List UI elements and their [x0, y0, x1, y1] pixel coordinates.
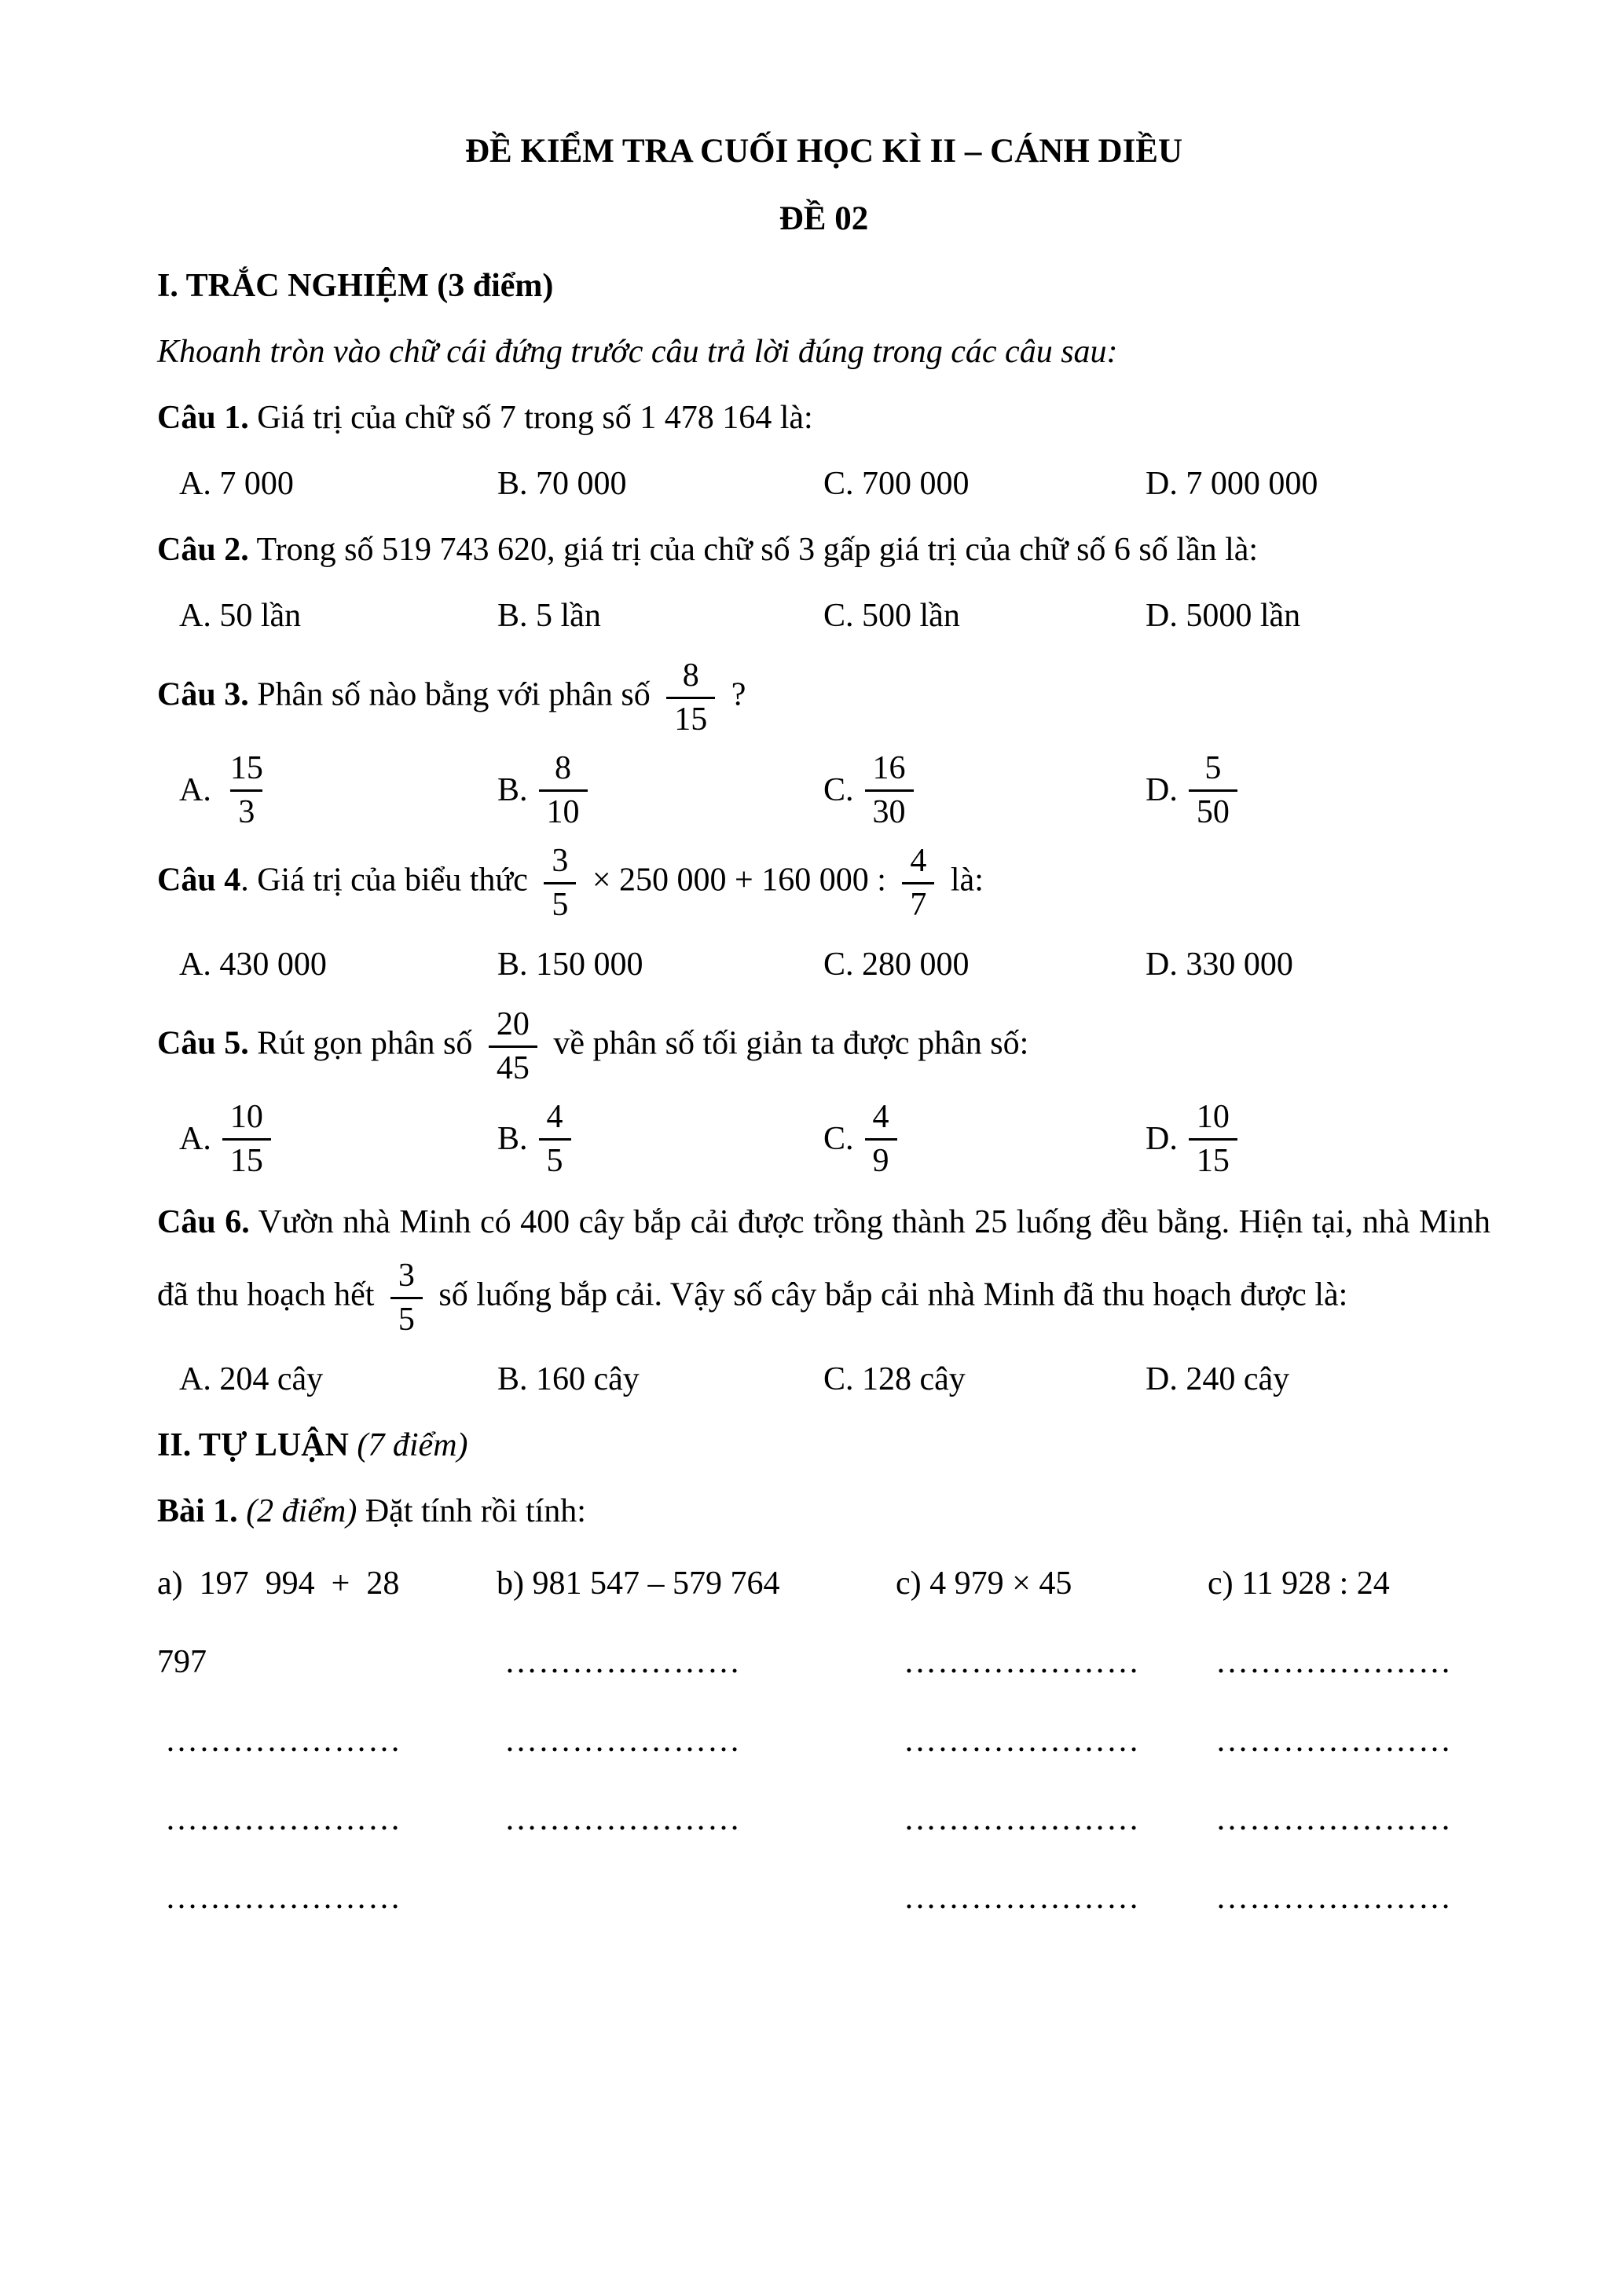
question-3-options — [157, 748, 1490, 833]
fraction — [539, 748, 588, 833]
option-letter: A. — [179, 1121, 211, 1157]
fraction — [544, 840, 576, 925]
option-1a: A. 7 000 — [179, 466, 294, 502]
fraction-numerator: 10 — [229, 1099, 263, 1135]
answer-dots: ………………… — [1215, 1723, 1452, 1759]
question-5-text-after: về phân số tối giản ta được phân số: — [544, 1025, 1029, 1062]
fraction-numerator: 4 — [546, 1099, 563, 1135]
bai1-problem-a: a) 197 994 + 28 — [157, 1565, 400, 1602]
bai1-workspace — [157, 1544, 1490, 1937]
option-6c: C. 128 cây — [823, 1361, 966, 1397]
question-4-text-after: là: — [942, 862, 984, 899]
option-5a — [179, 1097, 497, 1181]
fraction-numerator: 8 — [682, 657, 699, 694]
bai1-problem-c: c) 4 979 × 45 — [896, 1565, 1072, 1602]
option-1b: B. 70 000 — [497, 466, 627, 502]
exam-subtitle: ĐỀ 02 — [779, 200, 869, 237]
option-2b: B. 5 lần — [497, 598, 601, 634]
option-6b: B. 160 cây — [497, 1361, 640, 1397]
question-3 — [157, 655, 1490, 740]
fraction-denominator: 45 — [489, 1045, 537, 1089]
fraction-denominator: 50 — [1189, 789, 1237, 833]
fraction-denominator: 15 — [222, 1138, 271, 1182]
section2-points: (7 điểm) — [348, 1427, 468, 1463]
section2-title: II. TỰ LUẬN — [157, 1427, 349, 1463]
fraction-denominator: 5 — [544, 882, 576, 926]
question-3-text-after: ? — [723, 676, 746, 713]
option-3a — [179, 748, 497, 833]
fraction-denominator: 15 — [1189, 1138, 1237, 1182]
fraction — [390, 1255, 423, 1340]
question-6-label: Câu 6. — [157, 1204, 250, 1240]
fraction-numerator: 4 — [910, 843, 927, 879]
option-4a: A. 430 000 — [179, 947, 327, 983]
option-letter: D. — [1146, 1121, 1178, 1157]
option-3c — [823, 748, 1146, 833]
question-4-text-middle: × 250 000 + 160 000 : — [584, 862, 895, 899]
option-2c: C. 500 lần — [823, 598, 960, 634]
question-6-text: Vườn nhà Minh có 400 cây bắp cải được trồng thành 25 luống đều bằng. Hiện tại, nhà Minh đã thu hoạch hết — [157, 1204, 1490, 1313]
option-letter: B. — [497, 772, 528, 808]
fraction-numerator: 10 — [1196, 1099, 1230, 1135]
fraction-numerator: 15 — [229, 750, 263, 786]
fraction — [666, 655, 715, 740]
option-letter: C. — [823, 1121, 854, 1157]
question-1 — [157, 385, 1490, 451]
option-3b — [497, 748, 823, 833]
answer-dots: ………………… — [904, 1801, 1140, 1837]
option-letter: C. — [823, 772, 854, 808]
answer-dots: ………………… — [504, 1644, 741, 1680]
fraction — [539, 1097, 571, 1181]
answer-dots: ………………… — [504, 1723, 741, 1759]
option-4d: D. 330 000 — [1146, 947, 1293, 983]
answer-dots: ………………… — [904, 1880, 1140, 1916]
option-3d — [1146, 748, 1490, 833]
fraction — [222, 748, 271, 833]
option-6d: D. 240 cây — [1146, 1361, 1290, 1397]
question-2-label: Câu 2. — [157, 532, 249, 568]
answer-dots: ………………… — [165, 1723, 401, 1759]
bai1-text: Đặt tính rồi tính: — [357, 1493, 586, 1529]
fraction-numerator: 16 — [872, 750, 906, 786]
answer-dots: ………………… — [504, 1801, 741, 1837]
option-letter: B. — [497, 1121, 528, 1157]
question-5-text: Rút gọn phân số — [248, 1025, 481, 1062]
fraction — [489, 1004, 537, 1089]
fraction — [865, 748, 914, 833]
fraction-numerator: 3 — [398, 1258, 415, 1294]
answer-dots: ………………… — [1215, 1801, 1452, 1837]
question-5-options — [157, 1097, 1490, 1181]
answer-dots: ………………… — [1215, 1880, 1452, 1916]
section1-instruction: Khoanh tròn vào chữ cái đứng trước câu trả lời đúng trong các câu sau: — [157, 334, 1118, 370]
question-3-text: Phân số nào bằng với phân số — [248, 676, 659, 713]
bai1-problem-a-wrap: 797 — [157, 1644, 207, 1680]
option-1d: D. 7 000 000 — [1146, 466, 1318, 502]
question-3-label: Câu 3. — [157, 676, 249, 713]
question-5 — [157, 1004, 1490, 1089]
option-5c — [823, 1097, 1146, 1181]
option-letter: A. — [179, 772, 211, 808]
bai1-problem-d: c) 11 928 : 24 — [1208, 1565, 1390, 1602]
question-6 — [157, 1189, 1490, 1340]
section2-heading — [157, 1412, 1490, 1478]
question-2-text: Trong số 519 743 620, giá trị của chữ số 3 gấp giá trị của chữ số 6 số lần là: — [248, 532, 1259, 568]
option-1c: C. 700 000 — [823, 466, 970, 502]
fraction — [1189, 748, 1237, 833]
fraction — [865, 1097, 897, 1181]
answer-dots: ………………… — [904, 1644, 1140, 1680]
bai1-heading — [157, 1478, 1490, 1544]
option-letter: D. — [1146, 772, 1178, 808]
fraction-denominator: 9 — [865, 1138, 897, 1182]
question-6-options — [157, 1346, 1490, 1412]
fraction-numerator: 4 — [872, 1099, 889, 1135]
question-2-options — [157, 583, 1490, 649]
option-2d: D. 5000 lần — [1146, 598, 1301, 634]
answer-dots: ………………… — [165, 1880, 401, 1916]
fraction-denominator: 30 — [865, 789, 914, 833]
question-1-text: Giá trị của chữ số 7 trong số 1 478 164 là: — [248, 400, 813, 436]
bai1-points: (2 điểm) — [237, 1493, 357, 1529]
question-5-label: Câu 5. — [157, 1025, 249, 1062]
fraction-denominator: 3 — [230, 789, 262, 833]
option-5d — [1146, 1097, 1490, 1181]
option-5b — [497, 1097, 823, 1181]
option-2a: A. 50 lần — [179, 598, 302, 634]
question-4 — [157, 840, 1490, 925]
question-2 — [157, 517, 1490, 583]
fraction-denominator: 15 — [666, 697, 715, 741]
answer-dots: ………………… — [904, 1723, 1140, 1759]
answer-dots: ………………… — [165, 1801, 401, 1837]
fraction — [222, 1097, 271, 1181]
question-4-text: . Giá trị của biểu thức — [240, 862, 537, 899]
fraction-denominator: 5 — [390, 1297, 423, 1341]
fraction-denominator: 7 — [902, 882, 934, 926]
bai1-label: Bài 1. — [157, 1493, 238, 1529]
fraction-numerator: 20 — [496, 1006, 530, 1042]
answer-dots: ………………… — [1215, 1644, 1452, 1680]
section1-heading: I. TRẮC NGHIỆM (3 điểm) — [157, 268, 554, 304]
fraction — [1189, 1097, 1237, 1181]
fraction-denominator: 5 — [539, 1138, 571, 1182]
question-4-label: Câu 4 — [157, 862, 241, 899]
question-4-options — [157, 932, 1490, 998]
question-1-label: Câu 1. — [157, 400, 249, 436]
fraction-numerator: 5 — [1204, 750, 1222, 786]
fraction-numerator: 3 — [552, 843, 569, 879]
question-1-options — [157, 451, 1490, 517]
exam-title: ĐỀ KIỂM TRA CUỐI HỌC KÌ II – CÁNH DIỀU — [464, 133, 1183, 170]
option-4c: C. 280 000 — [823, 947, 970, 983]
fraction-numerator: 8 — [555, 750, 572, 786]
option-4b: B. 150 000 — [497, 947, 643, 983]
fraction-denominator: 10 — [539, 789, 588, 833]
question-6-text-after: số luống bắp cải. Vậy số cây bắp cải nhà Minh đã thu hoạch được là: — [430, 1276, 1348, 1313]
option-6a: A. 204 cây — [179, 1361, 324, 1397]
fraction — [902, 840, 934, 925]
bai1-problem-b: b) 981 547 – 579 764 — [497, 1565, 780, 1602]
